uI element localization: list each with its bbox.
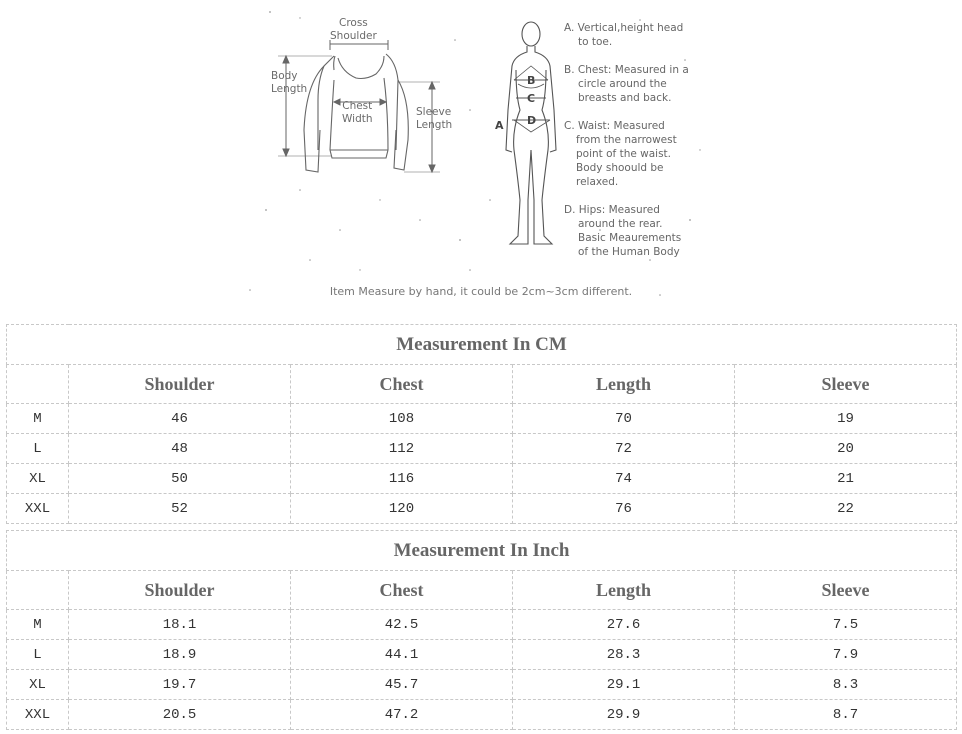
sleeve-length-label: Sleeve Length bbox=[416, 106, 453, 131]
note-d: D. Hips: Measured around the rear. Basic Meaurements of the Human Body bbox=[564, 204, 682, 258]
sleeve-cell: 8.3 bbox=[735, 670, 957, 700]
chest-cell: 45.7 bbox=[291, 670, 513, 700]
human-figure-icon bbox=[506, 22, 556, 244]
sleeve-cell: 19 bbox=[735, 404, 957, 434]
sleeve-cell: 20 bbox=[735, 434, 957, 464]
table-row bbox=[7, 670, 957, 700]
shoulder-cell: 52 bbox=[69, 494, 291, 524]
chest-cell: 42.5 bbox=[291, 610, 513, 640]
table-row bbox=[7, 404, 957, 434]
size-cell: XXL bbox=[7, 494, 69, 524]
measure-disclaimer: Item Measure by hand, it could be 2cm~3cm different. bbox=[329, 285, 633, 298]
chest-cell: 44.1 bbox=[291, 640, 513, 670]
column-header-length: Length bbox=[513, 365, 735, 404]
letter-b-label: B bbox=[527, 74, 536, 87]
length-cell: 27.6 bbox=[513, 610, 735, 640]
table-title: Measurement In Inch bbox=[7, 531, 957, 571]
column-header-shoulder: Shoulder bbox=[69, 571, 291, 610]
shoulder-cell: 46 bbox=[69, 404, 291, 434]
note-b: B. Chest: Measured in a circle around the breasts and back. bbox=[564, 64, 689, 104]
table-row bbox=[7, 700, 957, 730]
cm-measurement-table bbox=[6, 324, 957, 524]
length-cell: 70 bbox=[513, 404, 735, 434]
sleeve-cell: 7.5 bbox=[735, 610, 957, 640]
sleeve-cell: 21 bbox=[735, 464, 957, 494]
sleeve-cell: 7.9 bbox=[735, 640, 957, 670]
measurement-illustration bbox=[0, 0, 962, 318]
column-header-length: Length bbox=[513, 571, 735, 610]
cross-shoulder-label: Cross Shoulder bbox=[330, 17, 377, 42]
size-cell: XXL bbox=[7, 700, 69, 730]
column-header-sleeve: Sleeve bbox=[735, 365, 957, 404]
shoulder-cell: 19.7 bbox=[69, 670, 291, 700]
column-header-chest: Chest bbox=[291, 571, 513, 610]
column-header-size bbox=[7, 571, 69, 610]
shoulder-cell: 50 bbox=[69, 464, 291, 494]
length-cell: 76 bbox=[513, 494, 735, 524]
table-row bbox=[7, 610, 957, 640]
sleeve-cell: 22 bbox=[735, 494, 957, 524]
column-header-chest: Chest bbox=[291, 365, 513, 404]
length-cell: 74 bbox=[513, 464, 735, 494]
size-guide-diagram bbox=[0, 0, 962, 318]
size-cell: M bbox=[7, 404, 69, 434]
column-header-size bbox=[7, 365, 69, 404]
sleeve-cell: 8.7 bbox=[735, 700, 957, 730]
size-cell: L bbox=[7, 640, 69, 670]
table-row bbox=[7, 494, 957, 524]
shoulder-cell: 18.1 bbox=[69, 610, 291, 640]
length-cell: 28.3 bbox=[513, 640, 735, 670]
letter-a-label: A bbox=[495, 119, 504, 132]
inch-measurement-table bbox=[6, 530, 957, 730]
size-cell: M bbox=[7, 610, 69, 640]
letter-d-label: D bbox=[527, 114, 537, 127]
note-c: C. Waist: Measured from the narrowest point of the waist. Body shoould be relaxed. bbox=[564, 120, 677, 188]
length-cell: 72 bbox=[513, 434, 735, 464]
chest-cell: 108 bbox=[291, 404, 513, 434]
body-length-label: Body Length bbox=[271, 70, 308, 95]
length-cell: 29.9 bbox=[513, 700, 735, 730]
letter-c-label: C bbox=[527, 92, 536, 105]
size-cell: XL bbox=[7, 670, 69, 700]
shoulder-cell: 20.5 bbox=[69, 700, 291, 730]
note-a: A. Vertical,height head to toe. bbox=[564, 22, 684, 48]
column-header-shoulder: Shoulder bbox=[69, 365, 291, 404]
length-cell: 29.1 bbox=[513, 670, 735, 700]
chest-cell: 112 bbox=[291, 434, 513, 464]
column-header-sleeve: Sleeve bbox=[735, 571, 957, 610]
table-row bbox=[7, 434, 957, 464]
chest-width-label: Chest Width bbox=[342, 100, 373, 125]
table-title: Measurement In CM bbox=[7, 325, 957, 365]
table-row bbox=[7, 464, 957, 494]
shoulder-cell: 48 bbox=[69, 434, 291, 464]
shoulder-cell: 18.9 bbox=[69, 640, 291, 670]
table-row bbox=[7, 640, 957, 670]
chest-cell: 120 bbox=[291, 494, 513, 524]
chest-cell: 47.2 bbox=[291, 700, 513, 730]
size-cell: L bbox=[7, 434, 69, 464]
size-cell: XL bbox=[7, 464, 69, 494]
chest-cell: 116 bbox=[291, 464, 513, 494]
